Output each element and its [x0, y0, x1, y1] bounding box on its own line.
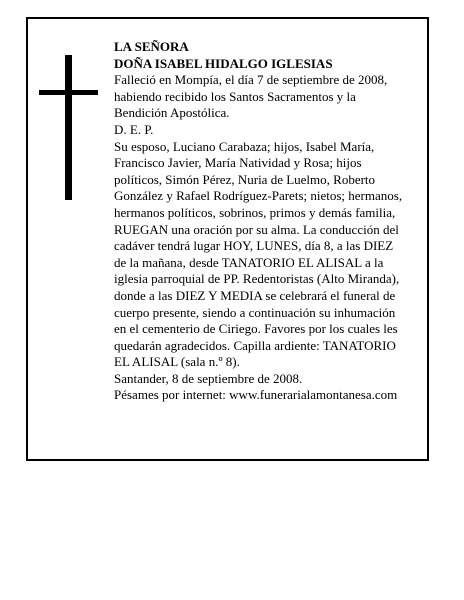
body-line: de la mañana, desde TANATORIO EL ALISAL a la — [114, 254, 384, 270]
place-date-line: Santander, 8 de septiembre de 2008. — [114, 370, 303, 386]
body-line: quedarán agradecidos. Capilla ardiente: TANATORIO — [114, 337, 396, 353]
body-line: cuerpo presente, siendo a continuación su inhumación — [114, 304, 396, 320]
body-line: habiendo recibido los Santos Sacramentos y la — [114, 88, 356, 104]
body-line: en el cementerio de Ciriego. Favores por los cuales les — [114, 321, 398, 337]
body-line: Su esposo, Luciano Carabaza; hijos, Isabel María, — [114, 138, 375, 154]
body-line: EL ALISAL (sala n.º 8). — [114, 354, 240, 370]
body-line: González y Rafael Rodríguez-Parets; nietos; hermanos, — [114, 188, 403, 204]
heading-title: LA SEÑORA — [114, 39, 189, 54]
cross-horizontal-bar — [39, 90, 98, 95]
body-line: políticos, Simón Pérez, Nuria de Luelmo, Roberto — [114, 171, 376, 187]
body-line: iglesia parroquial de PP. Redentoristas (Alto Miranda), — [114, 271, 400, 287]
deceased-name: DOÑA ISABEL HIDALGO IGLESIAS — [114, 55, 333, 71]
body-line: hermanos políticos, sobrinos, primos y demás familia, — [114, 204, 396, 220]
body-line: donde a las DIEZ Y MEDIA se celebrará el funeral de — [114, 287, 396, 303]
condolences-website-line: Pésames por internet: www.funerarialamontanesa.com — [114, 387, 398, 403]
body-line: RUEGAN una oración por su alma. La conducción del — [114, 221, 399, 237]
body-line: Bendición Apostólica. — [114, 105, 230, 121]
body-line: cadáver tendrá lugar HOY, LUNES, día 8, a las DIEZ — [114, 238, 394, 254]
cross-icon — [39, 55, 98, 200]
notice-text — [114, 39, 420, 404]
obituary-notice — [26, 17, 429, 461]
body-line: Francisco Javier, María Natividad y Rosa; hijos — [114, 155, 362, 171]
cross-vertical-bar — [65, 55, 72, 200]
body-line: Falleció en Mompía, el día 7 de septiembre de 2008, — [114, 72, 388, 88]
body-line: D. E. P. — [114, 121, 154, 137]
